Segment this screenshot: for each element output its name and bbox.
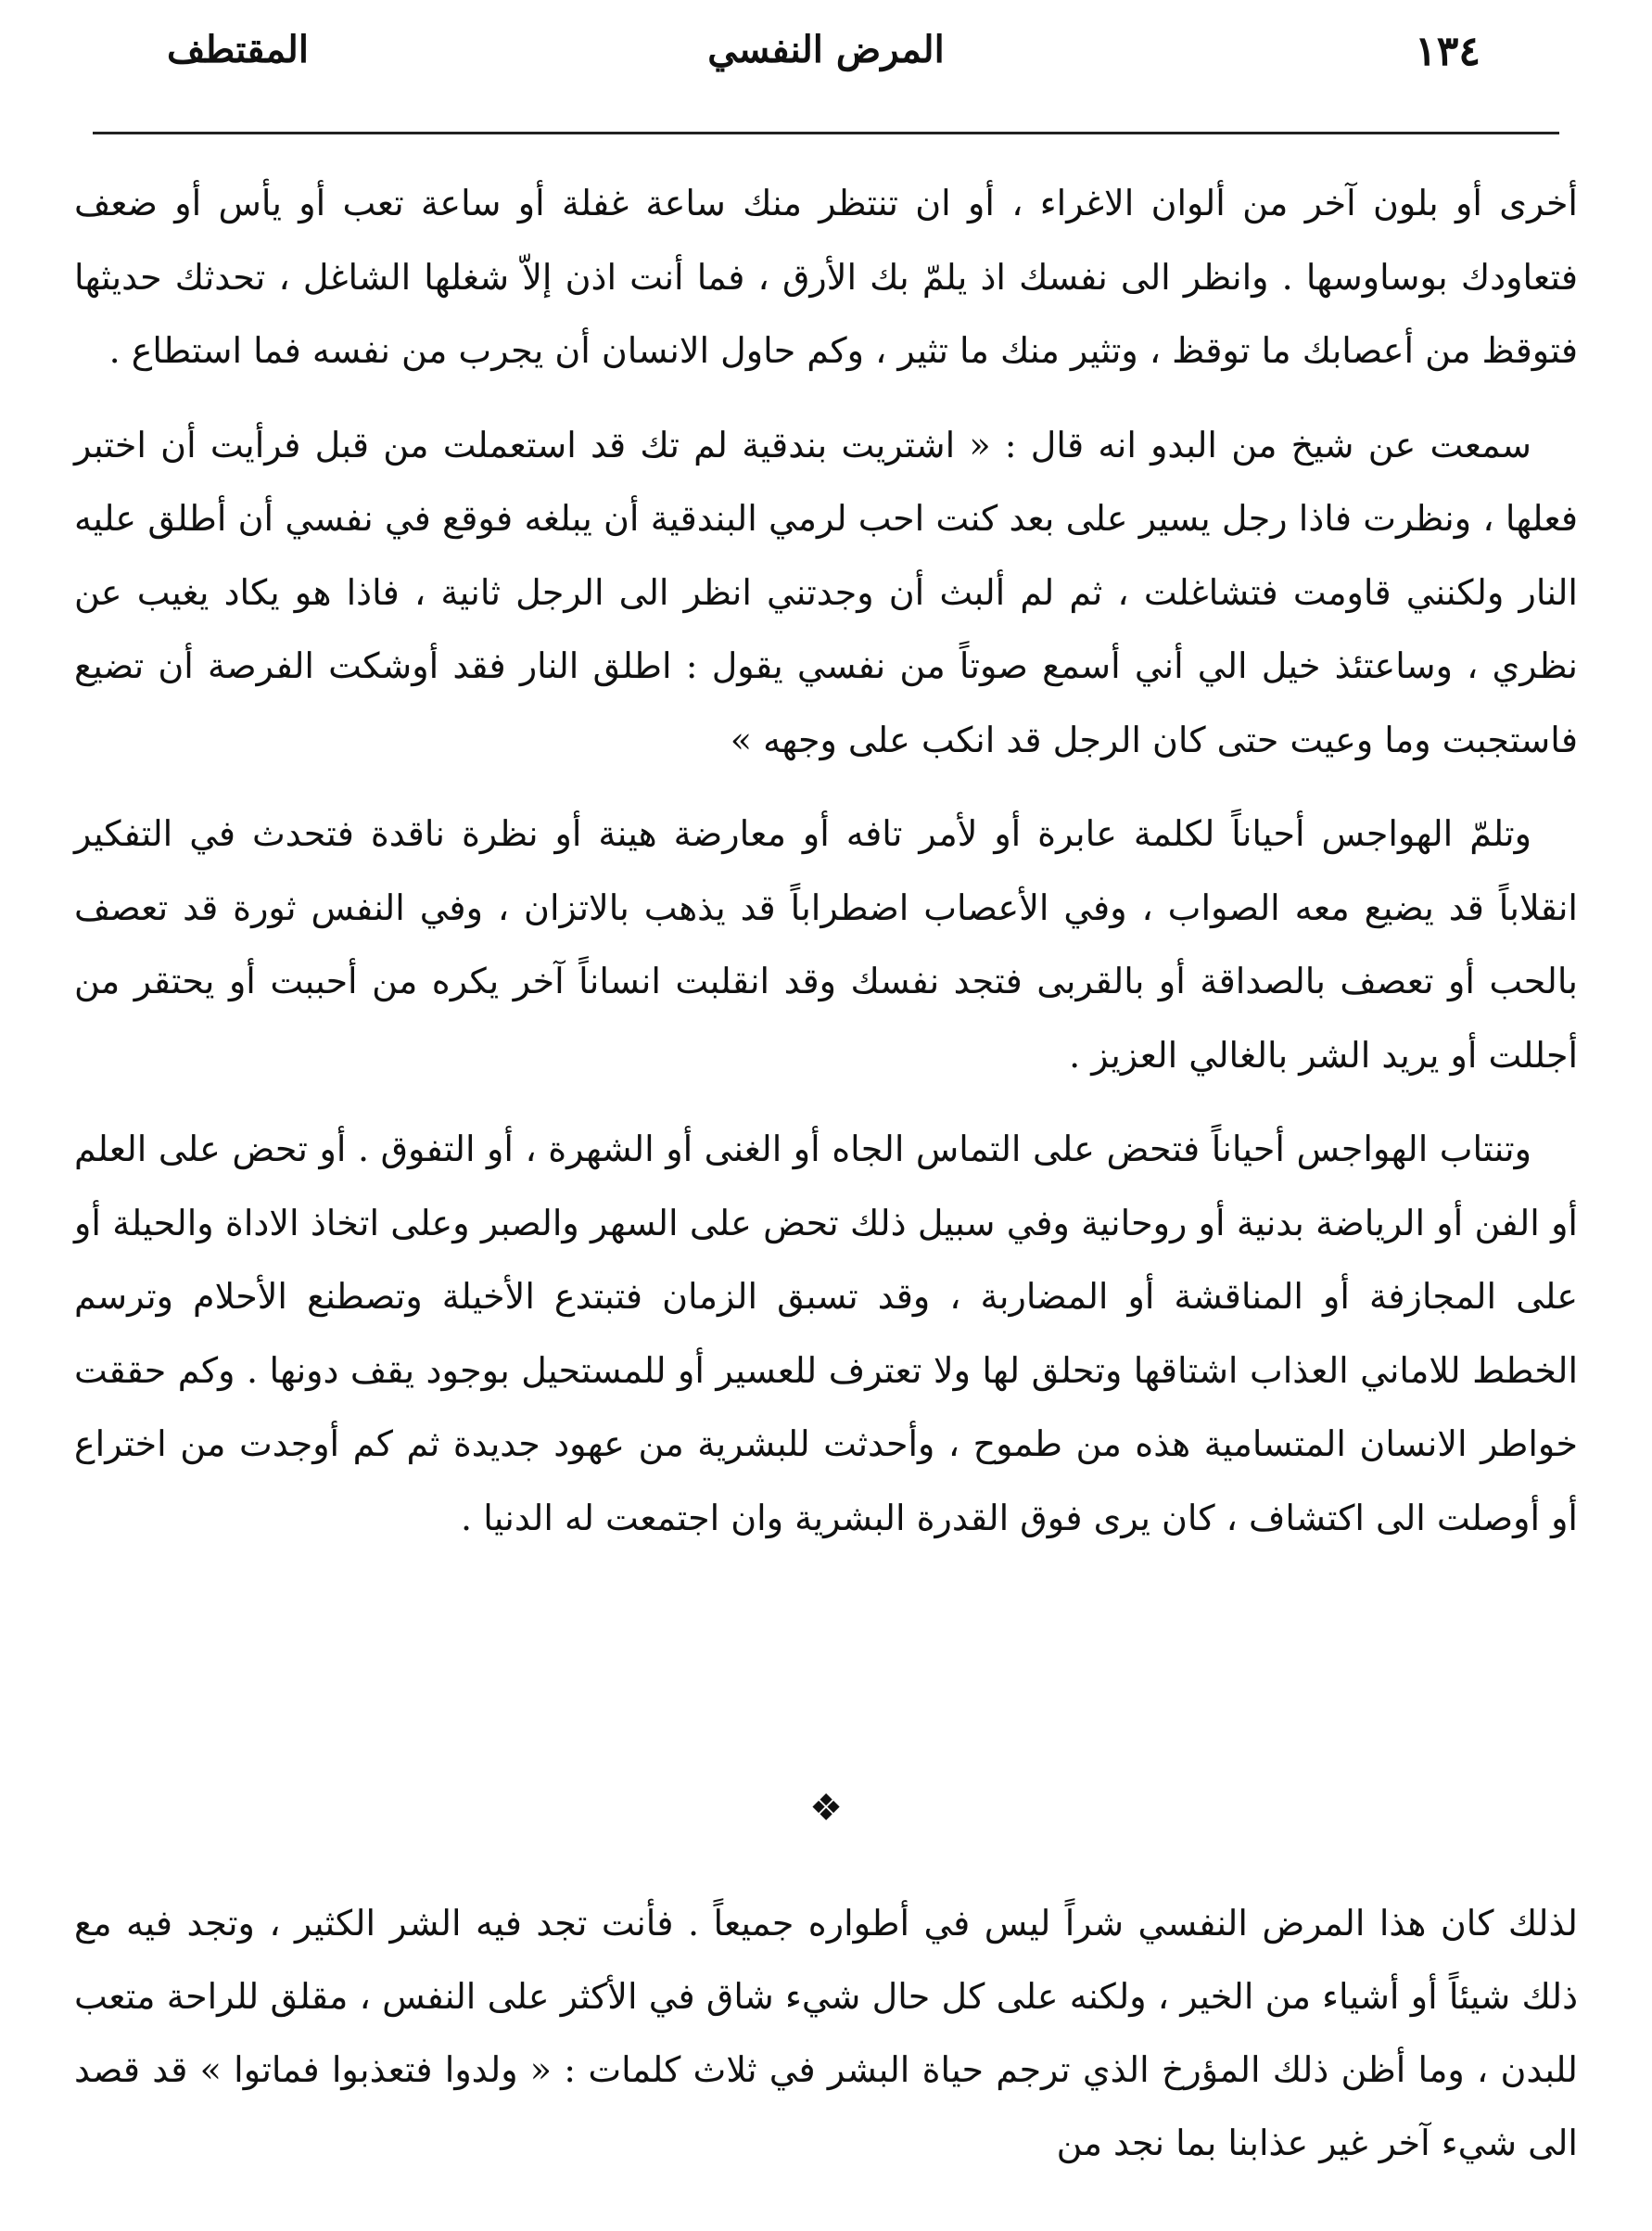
- paragraph: وتلمّ الهواجس أحياناً لكلمة عابرة أو لأمر تافه أو معارضة هينة أو نظرة ناقدة فتحدث في التفكير انقلاباً قد يضيع معه الصواب ، وفي الأعصاب اضطراباً قد يذهب بالاتزان ، وفي النفس ثورة قد تعصف بالحب أو تعصف بالصداقة أو بالقربى فتجد نفسك وقد انقلبت انساناً آخر يكره من أحببت أو يحتقر من أجللت أو يريد الشر بالغالي العزيز .: [74, 813, 1578, 1076]
- closing-section: [74, 1887, 1578, 2180]
- section-ornament-icon: ❖: [809, 1787, 843, 1829]
- body-text: [74, 167, 1578, 1575]
- paragraph: وتنتاب الهواجس أحياناً فتحض على التماس الجاه أو الغنى أو الشهرة ، أو التفوق . أو تحض على العلم أو الفن أو الرياضة بدنية أو روحانية وفي سبيل ذلك تحض على السهر والصبر وعلى اتخاذ الاداة والحيلة أو على المجازفة أو المناقشة أو المضاربة ، وقد تسبق الزمان فتبتدع الأخيلة وتصطنع الأحلام وترسم الخطط للاماني العذاب اشتاقها وتحلق لها ولا تعترف للعسير أو للمستحيل بوجود يقف دونها . وكم حققت خواطر الانسان المتسامية هذه من طموح ، وأحدثت للبشرية من عهود جديدة ثم كم أوجدت من اختراع أو أوصلت الى اكتشاف ، كان يرى فوق القدرة البشرية وان اجتمعت له الدنيا .: [74, 1128, 1578, 1538]
- page-number: ١٣٤: [1415, 28, 1480, 75]
- paragraph: أخرى أو بلون آخر من ألوان الاغراء ، أو ان تنتظر منك ساعة غفلة أو ساعة تعب أو يأس أو ضعف فتعاودك بوساوسها . وانظر الى نفسك اذ يلمّ بك الأرق ، فما أنت اذن إلاّ شغلها الشاغل ، تحدثك حديثها فتوقظ من أعصابك ما توقظ ، وتثير منك ما تثير ، وكم حاول الانسان أن يجرب من نفسه فما استطاع .: [74, 183, 1578, 371]
- running-title: المرض النفسي: [707, 28, 945, 71]
- paragraph: لذلك كان هذا المرض النفسي شراً ليس في أطواره جميعاً . فأنت تجد فيه الشر الكثير ، وتجد فيه مع ذلك شيئاً أو أشياء من الخير ، ولكنه على كل حال شيء شاق في الأكثر على النفس ، مقلق للراحة متعب للبدن ، وما أظن ذلك المؤرخ الذي ترجم حياة البشر في ثلاث كلمات : « ولدوا فتعذبوا فماتوا » قد قصد الى شيء آخر غير عذابنا بما نجد من: [74, 1903, 1578, 2163]
- header-rule: [93, 132, 1559, 134]
- running-header: [148, 28, 1504, 93]
- paragraph: سمعت عن شيخ من البدو انه قال : « اشتريت بندقية لم تك قد استعملت من قبل فرأيت أن اختبر فعلها ، ونظرت فاذا رجل يسير على بعد كنت احب لرمي البندقية أن يبلغه فوقع في نفسي أن أطلق عليه النار ولكنني قاومت فتشاغلت ، ثم لم ألبث أن وجدتني انظر الى الرجل ثانية ، فاذا هو يكاد يغيب عن نظري ، وساعتئذ خيل الي أني أسمع صوتاً من نفسي يقول : اطلق النار فقد أوشكت الفرصة أن تضيع فاستجبت وما وعيت حتى كان الرجل قد انكب على وجهه »: [74, 424, 1578, 760]
- journal-name: المقتطف: [167, 28, 309, 71]
